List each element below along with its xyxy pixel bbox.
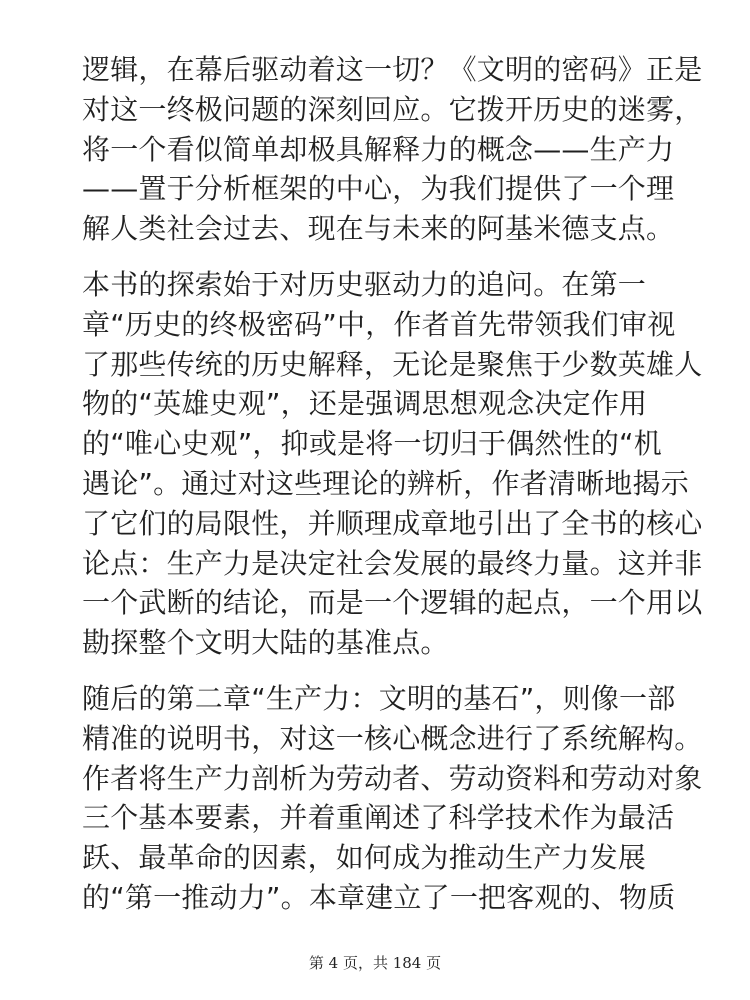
text-line: 解人类社会过去、现在与未来的阿基米德支点。 [82,212,675,246]
text-line: 了那些传统的历史解释，无论是聚焦于少数英雄人 [82,347,703,381]
text-line: 物的“英雄史观”，还是强调思想观念决定作用 [82,387,648,421]
text-line: 论点：生产力是决定社会发展的最终力量。这并非 [82,546,703,580]
text-line: 一个武断的结论，而是一个逻辑的起点，一个用以 [82,586,703,620]
text-line: 本书的探索始于对历史驱动力的追问。在第一 [82,267,647,301]
text-line: 的“第一推动力”。本章建立了一把客观的、物质 [82,880,676,914]
page-number-footer: 第 4 页，共 184 页 [308,954,442,972]
text-line: 将一个看似简单却极具解释力的概念——生产力 [82,132,675,166]
text-line: 逻辑，在幕后驱动着这一切？《文明的密码》正是 [82,53,703,86]
text-line: 章“历史的终极密码”中，作者首先带领我们审视 [82,307,676,341]
text-line: 随后的第二章“生产力：文明的基石”，则像一部 [82,681,676,715]
text-line: 作者将生产力剖析为劳动者、劳动资料和劳动对象 [82,761,703,795]
paragraph [82,265,703,663]
paragraph [82,679,703,918]
body-text [82,50,703,934]
text-line: 的“唯心史观”，抑或是将一切归于偶然性的“机 [82,427,662,461]
text-line: 了它们的局限性，并顺理成章地引出了全书的核心 [82,506,703,540]
text-line: 勘探整个文明大陆的基准点。 [82,626,449,660]
text-line: 遇论”。通过对这些理论的辨析，作者清晰地揭示 [82,466,689,500]
text-line: 精准的说明书，对这一核心概念进行了系统解构。 [82,721,703,755]
text-line: 跃、最革命的因素，如何成为推动生产力发展 [82,841,647,875]
paragraph [82,50,703,249]
text-line: 对这一终极问题的深刻回应。它拨开历史的迷雾， [82,92,703,126]
text-line: 三个基本要素，并着重阐述了科学技术作为最活 [82,801,675,835]
text-line: ——置于分析框架的中心，为我们提供了一个理 [82,172,675,206]
